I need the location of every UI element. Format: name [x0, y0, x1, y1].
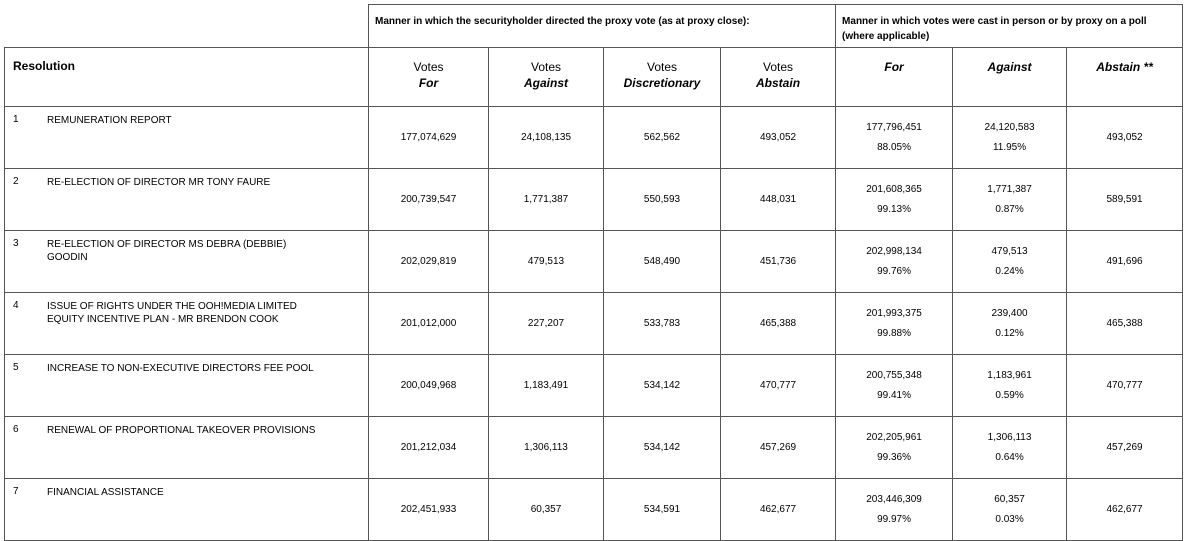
votes-discretionary-cell: 562,562	[604, 107, 721, 169]
poll-abstain-header: Abstain **	[1067, 48, 1183, 107]
poll-abstain-cell: 493,052	[1067, 107, 1183, 169]
poll-for-cell	[836, 169, 953, 231]
resolution-cell	[5, 107, 369, 169]
resolution-number: 2	[13, 176, 19, 187]
votes-discretionary-label: Discretionary	[623, 76, 701, 90]
poll-against-cell	[953, 355, 1067, 417]
votes-against-cell: 1,771,387	[489, 169, 604, 231]
resolution-title: RENEWAL OF PROPORTIONAL TAKEOVER PROVISIONS	[47, 425, 316, 436]
table-row	[5, 417, 1183, 479]
votes-abstain-label: Abstain	[756, 76, 801, 90]
poll-for-percent: 99.76%	[877, 265, 911, 277]
resolution-title: INCREASE TO NON-EXECUTIVE DIRECTORS FEE POOL	[47, 363, 314, 374]
votes-abstain-cell: 462,677	[721, 479, 836, 541]
resolution-number: 7	[13, 486, 19, 497]
poll-abstain-cell: 589,591	[1067, 169, 1183, 231]
votes-for-header	[369, 48, 489, 107]
poll-against-count: 239,400	[991, 307, 1028, 319]
votes-against-cell: 24,108,135	[489, 107, 604, 169]
poll-against-count: 479,513	[991, 245, 1028, 257]
poll-for-cell	[836, 293, 953, 355]
poll-against-percent: 0.59%	[995, 389, 1024, 401]
votes-against-cell: 1,183,491	[489, 355, 604, 417]
votes-against-cell: 479,513	[489, 231, 604, 293]
resolution-number: 1	[13, 114, 19, 125]
resolution-title: RE-ELECTION OF DIRECTOR MS DEBRA (DEBBIE) GOODIN	[47, 239, 287, 263]
resolution-cell	[5, 169, 369, 231]
poll-against-percent: 0.03%	[995, 513, 1024, 525]
poll-against-cell	[953, 417, 1067, 479]
votes-for-cell: 177,074,629	[369, 107, 489, 169]
poll-abstain-cell: 462,677	[1067, 479, 1183, 541]
poll-against-cell	[953, 107, 1067, 169]
poll-for-cell	[836, 417, 953, 479]
votes-abstain-cell: 448,031	[721, 169, 836, 231]
poll-for-cell	[836, 107, 953, 169]
votes-discretionary-cell: 534,591	[604, 479, 721, 541]
resolution-title: RE-ELECTION OF DIRECTOR MR TONY FAURE	[47, 177, 271, 188]
votes-word: Votes	[763, 60, 794, 74]
resolution-number: 3	[13, 238, 19, 249]
resolution-number: 6	[13, 424, 19, 435]
votes-abstain-cell: 470,777	[721, 355, 836, 417]
votes-abstain-cell: 465,388	[721, 293, 836, 355]
votes-discretionary-cell: 534,142	[604, 355, 721, 417]
poll-for-cell	[836, 231, 953, 293]
poll-for-count: 202,998,134	[866, 245, 922, 257]
resolution-cell	[5, 479, 369, 541]
poll-for-count: 202,205,961	[866, 431, 922, 443]
votes-against-cell: 60,357	[489, 479, 604, 541]
poll-against-percent: 0.12%	[995, 327, 1024, 339]
poll-for-count: 203,446,309	[866, 493, 922, 505]
resolution-cell	[5, 355, 369, 417]
resolution-number: 4	[13, 300, 19, 311]
poll-for-cell	[836, 479, 953, 541]
poll-against-cell	[953, 293, 1067, 355]
votes-against-cell: 227,207	[489, 293, 604, 355]
resolution-title: FINANCIAL ASSISTANCE	[47, 487, 164, 498]
poll-against-cell	[953, 231, 1067, 293]
table-row	[5, 355, 1183, 417]
votes-word: Votes	[646, 60, 678, 74]
poll-for-count: 201,993,375	[866, 307, 922, 319]
resolution-title: REMUNERATION REPORT	[47, 115, 172, 126]
poll-against-cell	[953, 479, 1067, 541]
poll-for-percent: 99.97%	[877, 513, 911, 525]
votes-for-cell: 202,451,933	[369, 479, 489, 541]
table-row	[5, 107, 1183, 169]
poll-for-count: 177,796,451	[866, 121, 922, 133]
resolution-cell	[5, 231, 369, 293]
votes-against-header	[489, 48, 604, 107]
votes-discretionary-cell: 533,783	[604, 293, 721, 355]
poll-against-count: 1,183,961	[987, 369, 1032, 381]
poll-for-header: For	[836, 48, 953, 107]
poll-for-percent: 99.13%	[877, 203, 911, 215]
votes-abstain-cell: 451,736	[721, 231, 836, 293]
poll-abstain-cell: 470,777	[1067, 355, 1183, 417]
poll-against-count: 1,306,113	[987, 431, 1032, 443]
poll-for-percent: 99.41%	[877, 389, 911, 401]
poll-group-header: Manner in which votes were cast in person or by proxy on a poll (where applicable)	[836, 5, 1183, 48]
votes-for-cell: 200,049,968	[369, 355, 489, 417]
poll-against-count: 60,357	[994, 493, 1025, 505]
table-row	[5, 231, 1183, 293]
poll-against-cell	[953, 169, 1067, 231]
resolution-cell	[5, 417, 369, 479]
votes-for-cell: 202,029,819	[369, 231, 489, 293]
votes-discretionary-cell: 534,142	[604, 417, 721, 479]
votes-for-cell: 200,739,547	[369, 169, 489, 231]
poll-for-count: 201,608,365	[866, 183, 922, 195]
votes-for-cell: 201,212,034	[369, 417, 489, 479]
poll-for-percent: 99.36%	[877, 451, 911, 463]
resolution-cell	[5, 293, 369, 355]
table-row	[5, 293, 1183, 355]
voting-results-table	[4, 4, 1183, 541]
votes-against-cell: 1,306,113	[489, 417, 604, 479]
votes-abstain-cell: 493,052	[721, 107, 836, 169]
votes-abstain-cell: 457,269	[721, 417, 836, 479]
votes-discretionary-header	[604, 48, 721, 107]
resolution-title: ISSUE OF RIGHTS UNDER THE OOH!MEDIA LIMITED EQUITY INCENTIVE PLAN - MR BRENDON COOK	[47, 301, 297, 325]
votes-abstain-header	[721, 48, 836, 107]
poll-abstain-cell: 491,696	[1067, 231, 1183, 293]
votes-against-label: Against	[523, 76, 568, 90]
votes-discretionary-cell: 548,490	[604, 231, 721, 293]
poll-against-count: 1,771,387	[987, 183, 1032, 195]
poll-against-header: Against	[953, 48, 1067, 107]
votes-word: Votes	[530, 60, 562, 74]
resolution-number: 5	[13, 362, 19, 373]
poll-against-percent: 0.24%	[995, 265, 1024, 277]
poll-abstain-cell: 465,388	[1067, 293, 1183, 355]
poll-against-percent: 11.95%	[992, 141, 1027, 153]
resolution-header: Resolution	[5, 48, 369, 107]
votes-for-label: For	[418, 76, 439, 90]
votes-discretionary-cell: 550,593	[604, 169, 721, 231]
poll-against-percent: 0.64%	[995, 451, 1024, 463]
group-header-row	[5, 5, 1183, 48]
poll-abstain-cell: 457,269	[1067, 417, 1183, 479]
votes-for-cell: 201,012,000	[369, 293, 489, 355]
proxy-group-header: Manner in which the securityholder directed the proxy vote (as at proxy close):	[369, 5, 836, 48]
votes-word: Votes	[413, 60, 444, 74]
table-row	[5, 479, 1183, 541]
column-header-row	[5, 48, 1183, 107]
blank-corner	[5, 5, 369, 48]
poll-against-percent: 0.87%	[995, 203, 1024, 215]
poll-for-cell	[836, 355, 953, 417]
poll-against-count: 24,120,583	[984, 121, 1035, 133]
table-row	[5, 169, 1183, 231]
poll-for-percent: 88.05%	[877, 141, 911, 153]
poll-for-percent: 99.88%	[877, 327, 911, 339]
poll-for-count: 200,755,348	[866, 369, 922, 381]
